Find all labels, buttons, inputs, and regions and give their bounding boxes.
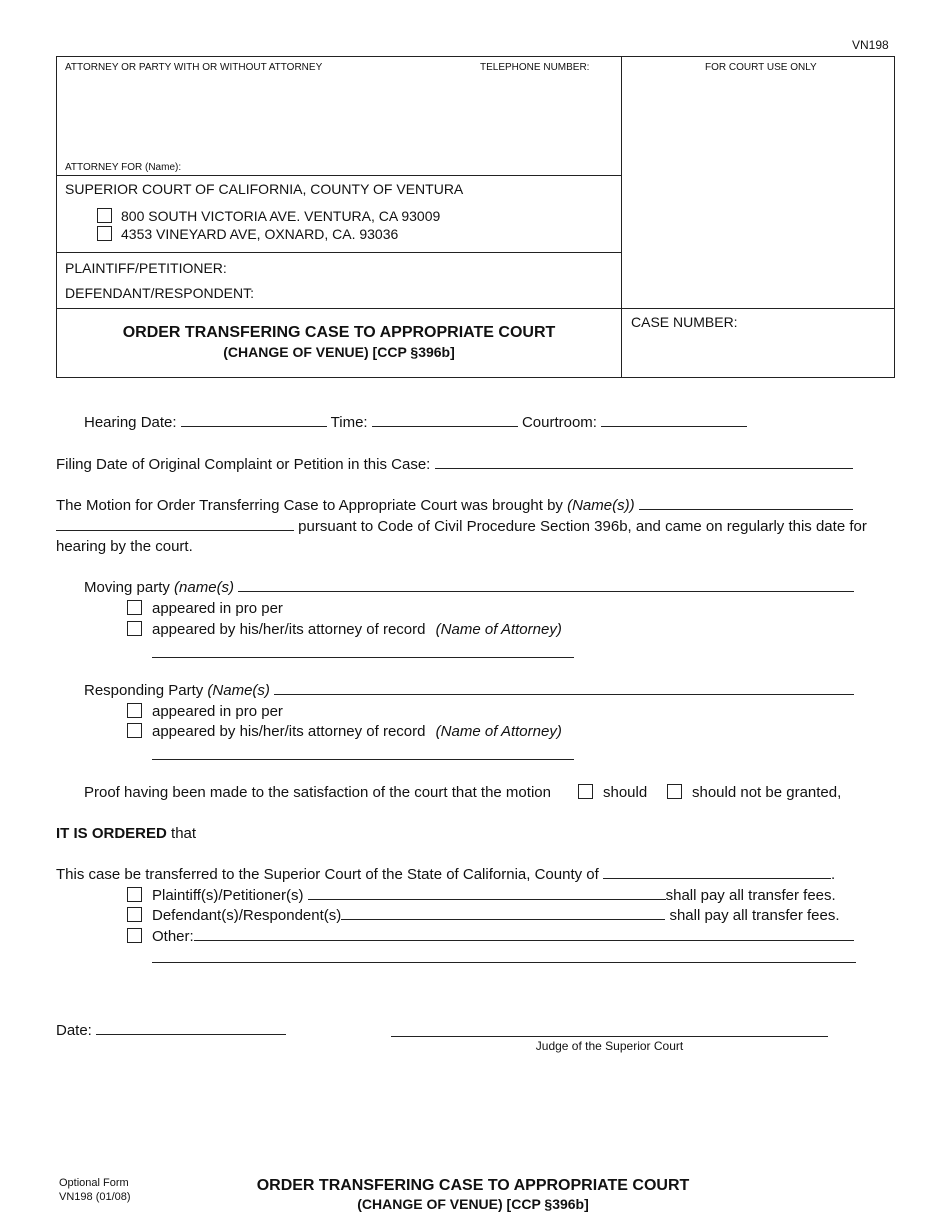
moving-party-line xyxy=(84,579,854,596)
transfer-text: This case be transferred to the Superior Court of the State of California, County of xyxy=(56,866,599,883)
plaintiff-label: PLAINTIFF/PETITIONER: xyxy=(65,260,227,276)
transfer-line: This case be transferred to the Superior Court of the State of California, County of . xyxy=(56,866,836,883)
defendant-fees-suffix: shall pay all transfer fees. xyxy=(669,907,840,924)
other-checkbox[interactable] xyxy=(127,928,142,943)
ordered-bold: IT IS ORDERED xyxy=(56,825,167,842)
responding-attorney-line xyxy=(152,723,562,740)
should-not-label: should not be granted, xyxy=(692,784,842,801)
caption-title xyxy=(56,324,622,360)
transfer-county-field[interactable] xyxy=(603,866,831,879)
motion-prefix: The Motion for Order Transferring Case to Appropriate Court was brought by xyxy=(56,497,563,514)
footer-title-line1: ORDER TRANSFERING CASE TO APPROPRIATE COURT xyxy=(256,1177,690,1194)
address-ventura-checkbox[interactable] xyxy=(97,208,112,223)
motion-line-3: hearing by the court. xyxy=(56,538,193,555)
date-label: Date: xyxy=(56,1022,92,1039)
caption-title-line2: (CHANGE OF VENUE) [CCP §396b] xyxy=(223,344,455,360)
telephone-label: TELEPHONE NUMBER: xyxy=(480,62,590,73)
caption-rule-3 xyxy=(56,308,895,309)
courtroom-label: Courtroom: xyxy=(521,414,597,431)
caption-title-line1: ORDER TRANSFERING CASE TO APPROPRIATE COURT xyxy=(122,324,556,341)
responding-attorney-field[interactable] xyxy=(152,759,574,760)
moving-pro-per-checkbox[interactable] xyxy=(127,600,142,615)
footer-title xyxy=(200,1177,746,1212)
filing-date-line xyxy=(56,456,853,473)
court-name: SUPERIOR COURT OF CALIFORNIA, COUNTY OF VENTURA xyxy=(65,181,464,197)
plaintiff-fees-line xyxy=(152,887,836,904)
moving-attorney-field[interactable] xyxy=(152,657,574,658)
other-line xyxy=(152,928,854,945)
hearing-line xyxy=(84,414,747,431)
proof-text: Proof having been made to the satisfaction of the court that the motion xyxy=(84,784,551,801)
attorney-for-label: ATTORNEY FOR (Name): xyxy=(65,162,182,173)
defendant-fees-field[interactable] xyxy=(341,907,665,920)
hearing-date-field[interactable] xyxy=(181,414,327,427)
hearing-time-field[interactable] xyxy=(372,414,518,427)
responding-party-line xyxy=(84,682,854,699)
moving-attorney-line xyxy=(152,621,562,638)
motion-name-field-2[interactable] xyxy=(56,518,294,531)
form-code: VN198 xyxy=(852,38,889,52)
responding-party-label: Responding Party xyxy=(84,682,204,699)
motion-line-2 xyxy=(56,518,867,535)
should-not-checkbox[interactable] xyxy=(667,784,682,799)
ordered-line xyxy=(56,825,196,842)
defendant-fees-label: Defendant(s)/Respondent(s) xyxy=(152,907,342,924)
date-line xyxy=(56,1022,286,1039)
court-use-label: FOR COURT USE ONLY xyxy=(705,62,817,73)
defendant-fees-checkbox[interactable] xyxy=(127,907,142,922)
moving-party-field[interactable] xyxy=(238,579,854,592)
responding-attorney-checkbox[interactable] xyxy=(127,723,142,738)
address-ventura: 800 SOUTH VICTORIA AVE. VENTURA, CA 93009 xyxy=(121,208,441,224)
footer-left xyxy=(59,1176,131,1204)
filing-date-label: Filing Date of Original Complaint or Petition in this Case: xyxy=(56,456,431,473)
filing-date-field[interactable] xyxy=(435,456,853,469)
motion-name-hint: (Name(s)) xyxy=(567,497,635,514)
hearing-date-label: Hearing Date: xyxy=(84,414,177,431)
footer-title-line2: (CHANGE OF VENUE) [CCP §396b] xyxy=(357,1196,589,1212)
motion-name-field[interactable] xyxy=(639,497,853,510)
moving-attorney-checkbox[interactable] xyxy=(127,621,142,636)
defendant-fees-line xyxy=(152,907,840,924)
moving-attorney-label: appeared by his/her/its attorney of record xyxy=(152,621,426,638)
courtroom-field[interactable] xyxy=(601,414,747,427)
moving-pro-per-label: appeared in pro per xyxy=(152,600,283,617)
caption-rule-1 xyxy=(56,175,622,176)
address-oxnard: 4353 VINEYARD AVE, OXNARD, CA. 93036 xyxy=(121,226,399,242)
plaintiff-fees-suffix: shall pay all transfer fees. xyxy=(665,887,836,904)
judge-signature-field[interactable] xyxy=(391,1036,828,1037)
other-field[interactable] xyxy=(194,928,854,941)
motion-line-1 xyxy=(56,497,853,514)
ordered-rest: that xyxy=(171,825,197,842)
motion-suffix: pursuant to Code of Civil Procedure Section 396b, and came on regularly this date for xyxy=(298,518,867,535)
case-number-label: CASE NUMBER: xyxy=(631,314,738,330)
plaintiff-fees-label: Plaintiff(s)/Petitioner(s) xyxy=(152,887,304,904)
form-revision: VN198 (01/08) xyxy=(59,1191,131,1203)
responding-party-field[interactable] xyxy=(274,682,854,695)
should-checkbox[interactable] xyxy=(578,784,593,799)
plaintiff-fees-field[interactable] xyxy=(308,887,666,900)
date-field[interactable] xyxy=(96,1022,286,1035)
responding-pro-per-checkbox[interactable] xyxy=(127,703,142,718)
attorney-label: ATTORNEY OR PARTY WITH OR WITHOUT ATTORNEY xyxy=(65,62,323,73)
responding-pro-per-label: appeared in pro per xyxy=(152,703,283,720)
moving-party-label: Moving party xyxy=(84,579,170,596)
responding-attorney-label: appeared by his/her/its attorney of record xyxy=(152,723,426,740)
moving-party-hint: (name(s) xyxy=(174,579,235,596)
other-label: Other: xyxy=(152,928,194,945)
defendant-label: DEFENDANT/RESPONDENT: xyxy=(65,285,255,301)
should-label: should xyxy=(603,784,648,801)
caption-rule-2 xyxy=(56,252,622,253)
judge-label: Judge of the Superior Court xyxy=(535,1039,684,1053)
plaintiff-fees-checkbox[interactable] xyxy=(127,887,142,902)
responding-party-hint: (Name(s) xyxy=(207,682,270,699)
hearing-time-label: Time: xyxy=(330,414,368,431)
moving-attorney-hint: (Name of Attorney) xyxy=(435,621,562,638)
optional-form-label: Optional Form xyxy=(59,1177,129,1189)
responding-attorney-hint: (Name of Attorney) xyxy=(435,723,562,740)
other-field-2[interactable] xyxy=(152,962,856,963)
address-oxnard-checkbox[interactable] xyxy=(97,226,112,241)
